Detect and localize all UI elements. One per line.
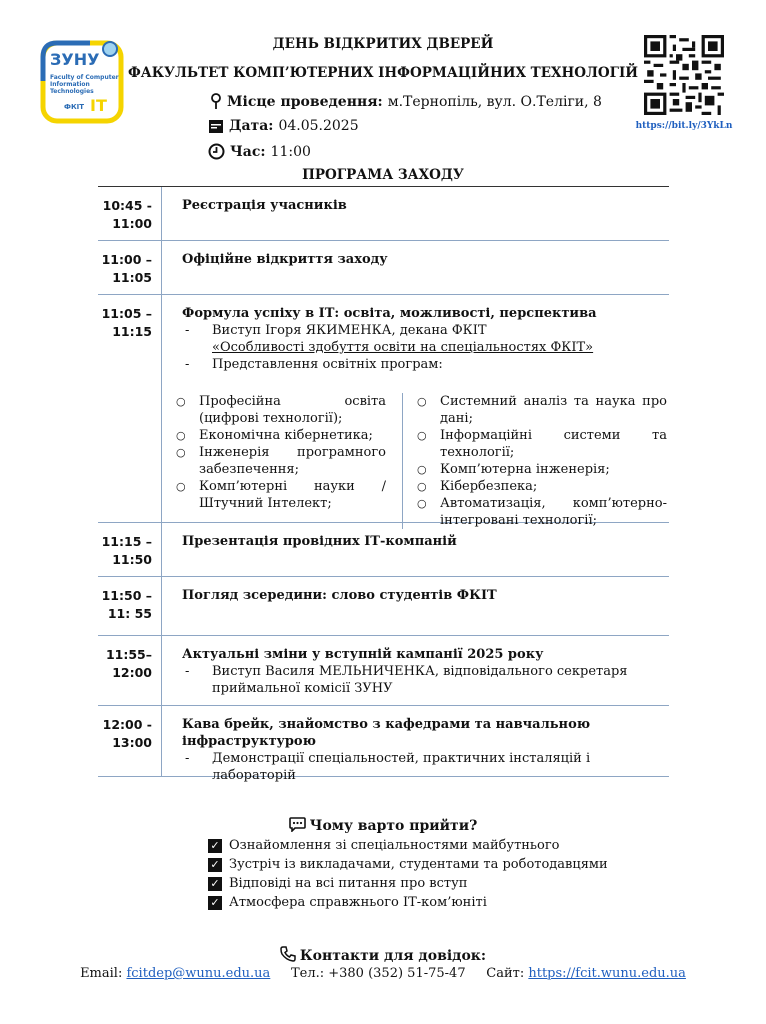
program-item: ○ Системний аналіз та наука про дані;	[417, 394, 667, 426]
site-label: Сайт:	[486, 966, 525, 981]
why-item: ✓ Ознайомлення зі спеціальностями майбутнього	[208, 836, 608, 855]
contacts-title: Контакти для довідок:	[0, 946, 766, 964]
clock-icon	[208, 143, 225, 160]
row-time: 11:55– 12:00	[98, 636, 162, 705]
calendar-icon	[208, 118, 224, 134]
checkbox-checked-icon: ✓	[208, 877, 222, 891]
faculty-title: ФАКУЛЬТЕТ КОМП’ЮТЕРНИХ ІНФОРМАЦІЙНИХ ТЕХНОЛОГІЙ	[127, 65, 639, 81]
why-item: ✓ Відповіді на всі питання про вступ	[208, 874, 608, 893]
why-item: ✓ Атмосфера справжнього ІТ-ком’юніті	[208, 893, 608, 912]
place-line	[210, 93, 602, 110]
program-item: ○ Комп’ютерна інженерія;	[417, 462, 610, 477]
program-item: ○ Інженерія програмного забезпечення;	[176, 445, 386, 477]
qr-code[interactable]	[644, 35, 724, 115]
program-row-formula	[98, 295, 669, 528]
time-label: Час:	[230, 143, 266, 160]
logo-line-1: Faculty of Computer	[50, 74, 119, 81]
why-item: ✓ Зустріч із викладачами, студентами та роботодавцями	[208, 855, 608, 874]
location-pin-icon	[210, 93, 222, 110]
checkbox-checked-icon: ✓	[208, 858, 222, 872]
time-value: 11:00	[270, 143, 311, 160]
program-item: ○ Професійна освіта (цифрові технології);	[176, 394, 386, 426]
chat-icon	[289, 817, 306, 832]
row-time: 12:00 - 13:00	[98, 706, 162, 776]
program-row-admission	[98, 636, 669, 706]
site-link[interactable]: https://fcit.wunu.edu.ua	[528, 966, 686, 981]
programs-left-list	[176, 393, 403, 529]
why-list	[208, 836, 608, 912]
row-title: Формула успіху в ІТ: освіта, можливості, перспектива	[182, 306, 597, 321]
event-title: ДЕНЬ ВІДКРИТИХ ДВЕРЕЙ	[272, 36, 494, 52]
sub-item-topic: «Особливості здобуття освіти на спеціальностях ФКІТ»	[212, 340, 594, 355]
phone-icon	[280, 946, 296, 962]
sub-item: - Виступ Василя МЕЛЬНИЧЕНКА, відповідального секретаря приймальної комісії ЗУНУ	[185, 664, 628, 696]
logo-line-2: Information	[50, 81, 90, 88]
row-title: Офіційне відкриття заходу	[182, 252, 388, 267]
sub-item: - Демонстрації спеціальностей, практичних інсталяцій і лабораторій	[185, 751, 591, 783]
programs-right-list	[403, 393, 667, 529]
sub-item: - Представлення освітніх програм:	[185, 357, 443, 372]
programs-columns	[176, 393, 669, 529]
program-title: ПРОГРАМА ЗАХОДУ	[302, 167, 464, 183]
row-title: Презентація провідних ІТ-компаній	[182, 534, 457, 549]
row-time: 11:05 – 11:15	[98, 295, 162, 522]
program-item: ○ Економічна кібернетика;	[176, 428, 373, 443]
program-row-students	[98, 577, 669, 636]
contacts-line	[0, 966, 766, 981]
row-time: 11:00 – 11:05	[98, 241, 162, 294]
row-title: Погляд зсередини: слово студентів ФКІТ	[182, 588, 497, 603]
email-label: Email:	[80, 966, 123, 981]
sub-item: - Виступ Ігоря ЯКИМЕНКА, декана ФКІТ	[185, 323, 487, 338]
row-time: 10:45 - 11:00	[98, 187, 162, 240]
program-table	[98, 186, 669, 783]
program-row-coffee	[98, 706, 669, 783]
program-row-registration	[98, 187, 669, 241]
logo-it: IT	[90, 96, 107, 115]
row-time: 11:50 – 11: 55	[98, 577, 162, 635]
phone-text: Тел.: +380 (352) 51-75-47	[290, 966, 466, 981]
row-title: Реєстрація учасників	[182, 198, 347, 213]
program-row-companies	[98, 523, 669, 577]
program-row-opening	[98, 241, 669, 295]
program-item: ○ Інформаційні системи та технології;	[417, 428, 667, 460]
place-value: м.Тернопіль, вул. О.Теліги, 8	[387, 93, 602, 110]
qr-link[interactable]: https://bit.ly/3YkLn	[635, 121, 733, 131]
row-title: Актуальні зміни у вступній кампанії 2025 року	[182, 647, 544, 662]
place-label: Місце проведення:	[227, 93, 383, 110]
checkbox-checked-icon: ✓	[208, 839, 222, 853]
why-title: Чому варто прийти?	[0, 817, 766, 834]
time-line	[208, 143, 311, 160]
date-line	[208, 118, 359, 134]
date-value: 04.05.2025	[278, 118, 359, 134]
program-item: ○ Кібербезпека;	[417, 479, 538, 494]
email-link[interactable]: fcitdep@wunu.edu.ua	[126, 966, 271, 981]
program-item: ○ Автоматизація, комп’ютерно-інтегровані технології;	[417, 496, 667, 528]
row-time: 11:15 – 11:50	[98, 523, 162, 576]
date-label: Дата:	[229, 118, 274, 134]
row-title: Кава брейк, знайомство з кафедрами та навчальною інфраструктурою	[182, 717, 591, 749]
logo-line-3: Technologies	[50, 88, 94, 95]
program-item: ○ Комп’ютерні науки / Штучний Інтелект;	[176, 479, 386, 511]
checkbox-checked-icon: ✓	[208, 896, 222, 910]
logo-top-text: ЗУНУ	[50, 50, 100, 69]
logo-short: ФКІТ	[64, 103, 85, 111]
